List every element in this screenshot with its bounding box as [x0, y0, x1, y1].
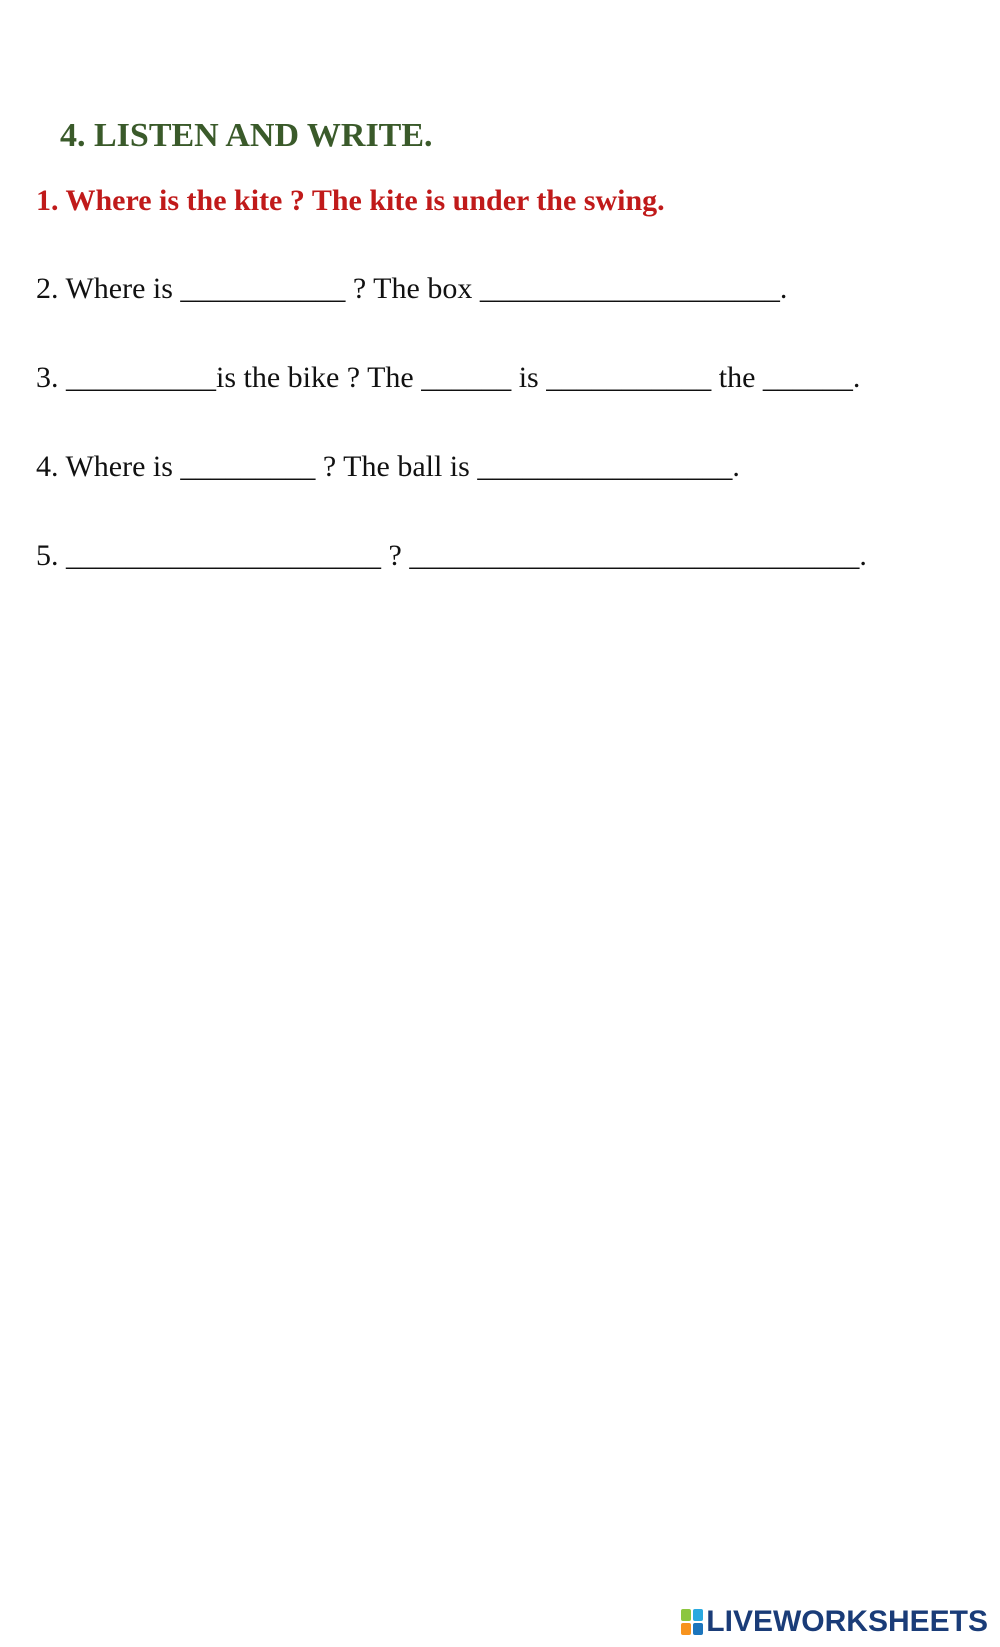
exercise-line-5[interactable]: 5. _____________________ ? ______________________________.: [36, 539, 867, 572]
exercise-line-4[interactable]: 4. Where is _________ ? The ball is _________________.: [36, 450, 740, 483]
exercise-line-3[interactable]: 3. __________is the bike ? The ______ is ___________ the ______.: [36, 361, 861, 394]
liveworksheets-logo-icon: [681, 1609, 703, 1635]
brand-name: LIVEWORKSHEETS: [706, 1605, 988, 1638]
liveworksheets-logo[interactable]: [681, 1607, 988, 1637]
example-sentence: 1. Where is the kite ? The kite is under the swing.: [36, 184, 665, 217]
worksheet-title: 4. LISTEN AND WRITE.: [60, 117, 433, 154]
exercise-line-2[interactable]: 2. Where is ___________ ? The box ____________________.: [36, 272, 788, 305]
